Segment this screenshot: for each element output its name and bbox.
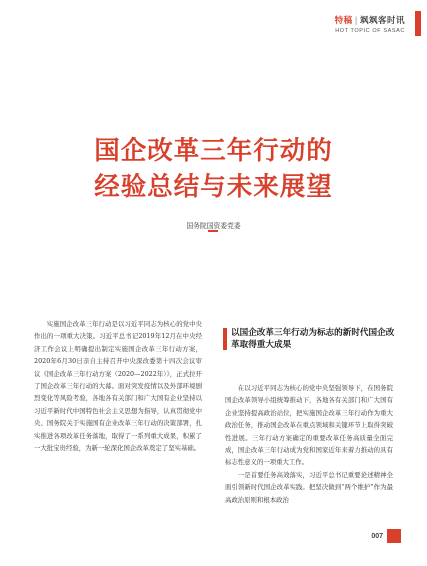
page-header xyxy=(335,14,405,34)
header-subtitle: HOT TOPIC OF SASAC xyxy=(335,28,405,34)
header-line xyxy=(335,14,405,26)
author-divider xyxy=(208,230,218,232)
header-column: 飒飒客时讯 xyxy=(359,16,405,26)
header-category: 特稿 xyxy=(334,16,353,26)
section-heading: 以国企改革三年行动为标志的新时代国企改革取得重大成果 xyxy=(231,328,395,351)
title-line-1: 国企改革三年行动的 xyxy=(94,136,333,166)
header-separator: | xyxy=(354,16,358,26)
title-line-2: 经验总结与未来展望 xyxy=(94,172,333,202)
right-paragraph-1: 在以习近平同志为核心的党中央坚强领导下，在国务院国企改革领导小组统筹推动下，各地各有关部门和广大国有企业坚持提高政治站位，把实施国企改革三年行动作为重大政治任务，推动国企改革在重点领域和关键环节上取得突破性进展。三年行动方案确定的重要改革任务高质量全面完成，国企改革三年行动成为党和国家近年来着力推动的具有标志性意义的一项重大工作。 xyxy=(225,384,393,467)
page-accent-block xyxy=(387,529,401,543)
article-title xyxy=(0,133,427,205)
right-paragraph-2: 一是首要任务高效落实，习近平总书记重要论述精神全面引领新时代国企改革实践。把坚决做到“两个维护”作为最高政治原则和根本政治 xyxy=(225,470,393,504)
page-number: 007 xyxy=(371,533,383,540)
left-paragraph-1: 实施国企改革三年行动是以习近平同志为核心的党中央作出的一项重大决策。习近平总书记2019年12月在中央经济工作会议上明确提出制定实施国企改革三年行动方案，2020年6月30日亲自主持召开中央深改委第十四次会议审议《国企改革三年行动方案（2020—2022年）》，正式拉开了国企改革三年行动的大幕。面对突发疫情以及外部环境剧烈变化等风险考验，各地各有关部门和广大国有企业坚持以习近平新时代中国特色社会主义思想为指导，认真贯彻党中央、国务院关于实施国有企业改革三年行动的决策部署，扎实推进各项改革任务落地，取得了一系列重大成果，积累了一大批宝贵经验，为新一轮深化国企改革奠定了坚实基础。 xyxy=(34,320,202,453)
header-accent-bar xyxy=(415,11,421,36)
right-column xyxy=(225,382,393,506)
left-column xyxy=(34,318,202,454)
section-accent-bar xyxy=(223,328,227,350)
article-author: 国务院国资委党委 xyxy=(186,222,241,230)
